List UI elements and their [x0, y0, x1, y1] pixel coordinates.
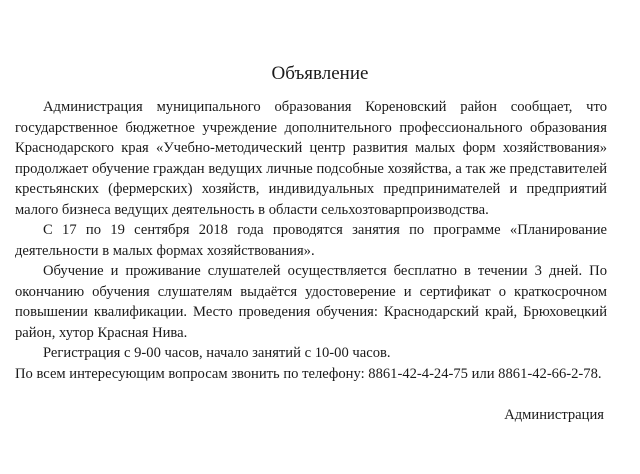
- paragraph-intro: Администрация муниципального образования Кореновский район сообщает, что государственное бюджетное учреждение дополнительного профессионального образования Краснодарского края «Учебно-методический центр развития малых форм хозяйствования» продолжает обучение граждан ведущих личные подсобные хозяйства, а так же представителей крестьянских (фермерских) хозяйств, индивидуальных предпринимателей и предприятий малого бизнеса ведущих деятельность в области сельхозтоварпроизводства.: [15, 99, 607, 218]
- paragraph-contacts: По всем интересующим вопросам звонить по телефону: 8861-42-4-24-75 или 8861-42-66-2-78.: [15, 365, 602, 382]
- document-title: Объявление: [271, 63, 369, 84]
- paragraph-registration: Регистрация с 9-00 часов, начало занятий с 10-00 часов.: [43, 345, 391, 361]
- paragraph-dates: С 17 по 19 сентября 2018 года проводятся занятия по программе «Планирование деятельности в малых формах хозяйствования».: [15, 222, 607, 259]
- signature: Администрация: [504, 407, 604, 423]
- paragraph-training-terms: Обучение и проживание слушателей осуществляется бесплатно в течении 3 дней. По окончанию обучения слушателям выдаётся удостоверение и сертификат о краткосрочном повышении квалификации. Место проведения обучения: Краснодарский край, Брюховецкий район, хутор Красная Нива.: [15, 263, 607, 341]
- document-body: [15, 97, 607, 384]
